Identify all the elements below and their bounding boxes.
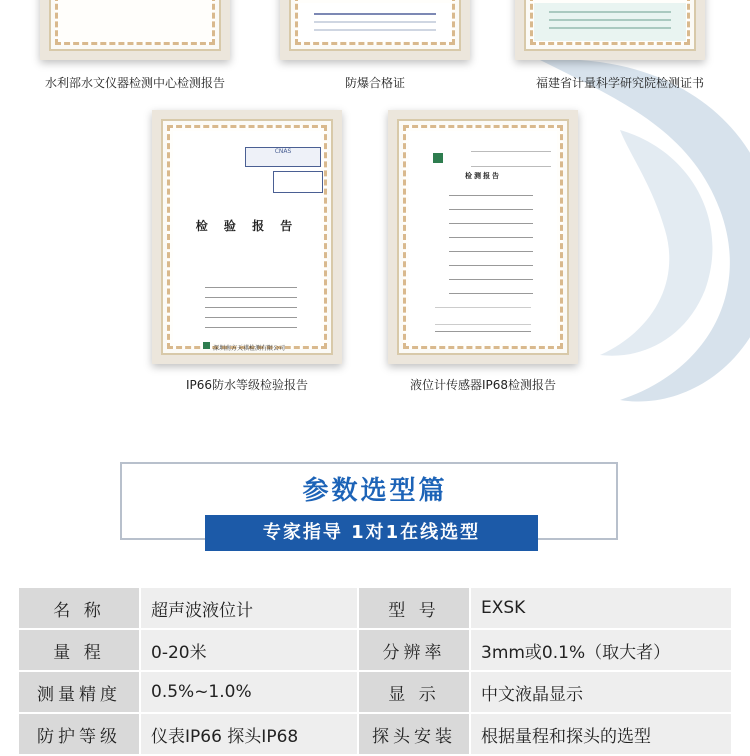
table-row [19, 672, 731, 712]
spec-key: 防护等级 [19, 714, 139, 754]
certificate-caption-4: IP66防水等级检验报告 [185, 378, 309, 392]
info-box [273, 171, 323, 193]
certificate-caption-2: 防爆合格证 [344, 76, 405, 90]
table-row [19, 630, 731, 670]
spec-key: 测量精度 [19, 672, 139, 712]
spec-table [17, 586, 733, 756]
spec-key: 探头安装 [359, 714, 469, 754]
certificate-frame-3 [515, 0, 705, 60]
certificate-frame-5 [388, 110, 578, 364]
table-row [19, 588, 731, 628]
spec-key: 量 程 [19, 630, 139, 670]
spec-value: 3mm或0.1%（取大者） [471, 630, 731, 670]
ip68-report-document [409, 131, 557, 343]
doc-company: 深圳南方天祺检测有限公司 [213, 345, 286, 352]
spec-value: 0-20米 [141, 630, 357, 670]
spec-value: 中文液晶显示 [471, 672, 731, 712]
lab-logo-icon [433, 153, 443, 163]
spec-key: 显 示 [359, 672, 469, 712]
spec-key: 名 称 [19, 588, 139, 628]
certificate-caption-5: 液位计传感器IP68检测报告 [409, 378, 557, 392]
spec-value: 超声波液位计 [141, 588, 357, 628]
certificate-frame-4 [152, 110, 342, 364]
spec-key: 分辨率 [359, 630, 469, 670]
spec-value: EXSK [471, 588, 731, 628]
spec-value: 0.5%~1.0% [141, 672, 357, 712]
table-row [19, 714, 731, 754]
section-title: 参数选型篇 [302, 476, 448, 506]
certificate-frame-2 [280, 0, 470, 60]
ip66-report-document [173, 131, 321, 352]
certificate-caption-3: 福建省计量科学研究院检测证书 [535, 76, 704, 90]
spec-value: 仪表IP66 探头IP68 [141, 714, 357, 754]
certificate-caption-1: 水利部水文仪器检测中心检测报告 [44, 76, 225, 90]
spec-key: 型 号 [359, 588, 469, 628]
certificate-frame-1 [40, 0, 230, 60]
doc-title: 检 验 报 告 [195, 219, 299, 233]
company-logo-icon [203, 342, 210, 349]
doc-title: 检测报告 [465, 171, 501, 180]
cnas-logo: CNAS [245, 147, 321, 167]
section-subtitle: 专家指导 1对1在线选型 [205, 515, 538, 551]
spec-value: 根据量程和探头的选型 [471, 714, 731, 754]
